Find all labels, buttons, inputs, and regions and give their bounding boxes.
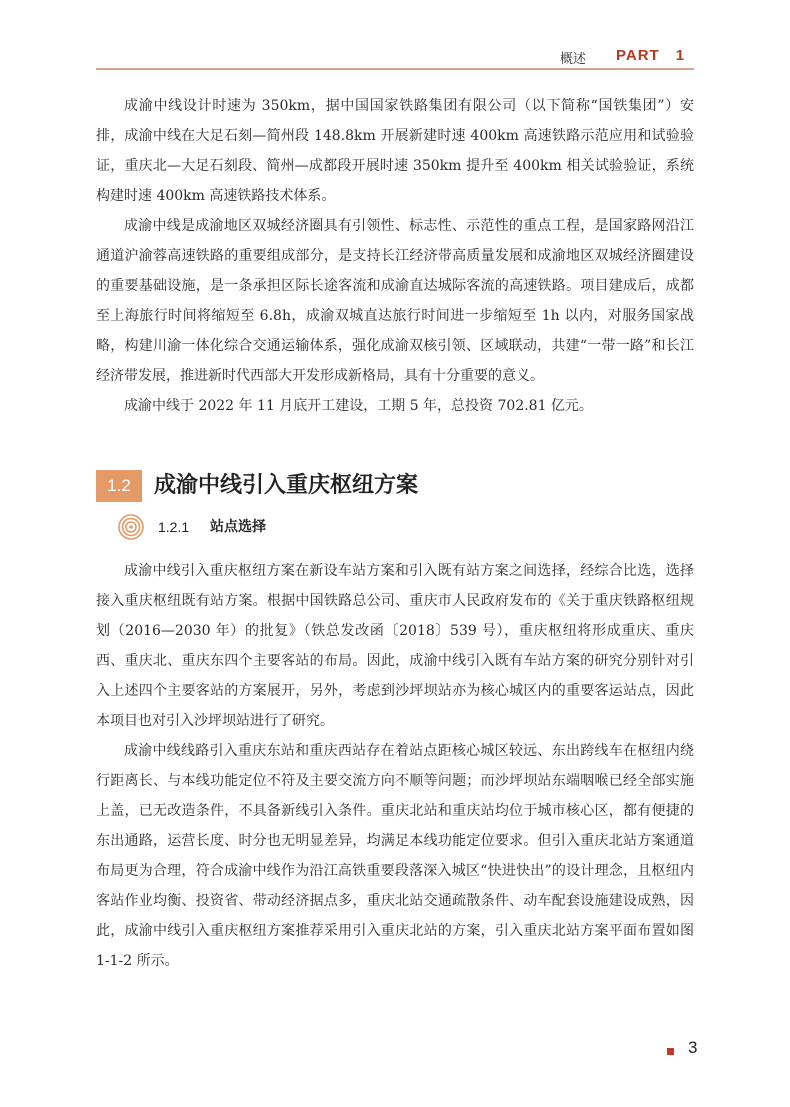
paragraph: 成渝中线是成渝地区双城经济圈具有引领性、标志性、示范性的重点工程，是国家路网沿江通道沪渝蓉高速铁路的重要组成部分，是支持长江经济带高质量发展和成渝地区双城经济圈建设的重要基础设施，是一条承担区际长途客流和成渝直达城际客流的高速铁路。项目建成后，成都至上海旅行时间将缩短至 6.8h，成渝双城直达旅行时间进一步缩短至 1h 以内，对服务国家战略，构建川渝一体化综合交通运输体系，强化成渝双核引领、区域联动，共建“一带一路”和长江经济带发展，推进新时代西部大开发形成新格局，具有十分重要的意义。 xyxy=(96,218,694,384)
part-label-slant xyxy=(598,44,606,68)
body-text-top xyxy=(96,91,694,421)
body-text-bottom xyxy=(96,556,694,976)
part-label-text: PART 1 xyxy=(616,47,686,64)
page-number: 3 xyxy=(688,1038,698,1057)
header-part-label xyxy=(606,44,695,68)
paragraph: 成渝中线引入重庆枢纽方案在新设车站方案和引入既有站方案之间选择，经综合比选，选择接入重庆枢纽既有站方案。根据中国铁路总公司、重庆市人民政府发布的《关于重庆铁路枢纽规划（2016—2030 年）的批复》（铁总发改函〔2018〕539 号），重庆枢纽将形成重庆、重庆西、重庆北、重庆东四个主要客站的布局。因此，成渝中线引入既有车站方案的研究分别针对引入上述四个主要客站的方案展开，另外，考虑到沙坪坝站亦为核心城区内的重要客运站点，因此本项目也对引入沙坪坝站进行了研究。 xyxy=(96,563,694,729)
paragraph: 成渝中线设计时速为 350km，据中国国家铁路集团有限公司（以下简称“国铁集团”）安排，成渝中线在大足石刻—简州段 148.8km 开展新建时速 400km 高速铁路示范应用和试验验证，重庆北—大足石刻段、简州—成都段开展时速 350km 提升至 400km 相关试验验证，系统构建时速 400km 高速铁路技术体系。 xyxy=(96,98,694,204)
header-section-label: 概述 xyxy=(560,52,587,67)
section-heading xyxy=(96,466,694,506)
concentric-circles-icon xyxy=(118,514,144,540)
header-rule xyxy=(96,68,694,70)
subsection-number: 1.2.1 xyxy=(158,519,190,535)
section-number-badge: 1.2 xyxy=(96,470,142,502)
subsection-title: 站点选择 xyxy=(210,519,266,535)
section-title: 成渝中线引入重庆枢纽方案 xyxy=(154,473,419,498)
paragraph: 成渝中线线路引入重庆东站和重庆西站存在着站点距核心城区较远、东出跨线车在枢纽内绕行距离长、与本线功能定位不符及主要交流方向不顺等问题；而沙坪坝站东端咽喉已经全部实施上盖，已无改造条件，不具备新线引入条件。重庆北站和重庆站均位于城市核心区，都有便捷的东出通路，运营长度、时分也无明显差异，均满足本线功能定位要求。但引入重庆北站方案通道布局更为合理，符合成渝中线作为沿江高铁重要段落深入城区“快进快出”的设计理念，且枢纽内客站作业均衡、投资省、带动经济据点多，重庆北站交通疏散条件、动车配套设施建设成熟，因此，成渝中线引入重庆枢纽方案推荐采用引入重庆北站的方案，引入重庆北站方案平面布置如图 1-1-2 所示。 xyxy=(96,743,694,969)
page-marker-square xyxy=(667,1048,674,1055)
paragraph: 成渝中线于 2022 年 11 月底开工建设，工期 5 年，总投资 702.81 亿元。 xyxy=(124,398,593,414)
